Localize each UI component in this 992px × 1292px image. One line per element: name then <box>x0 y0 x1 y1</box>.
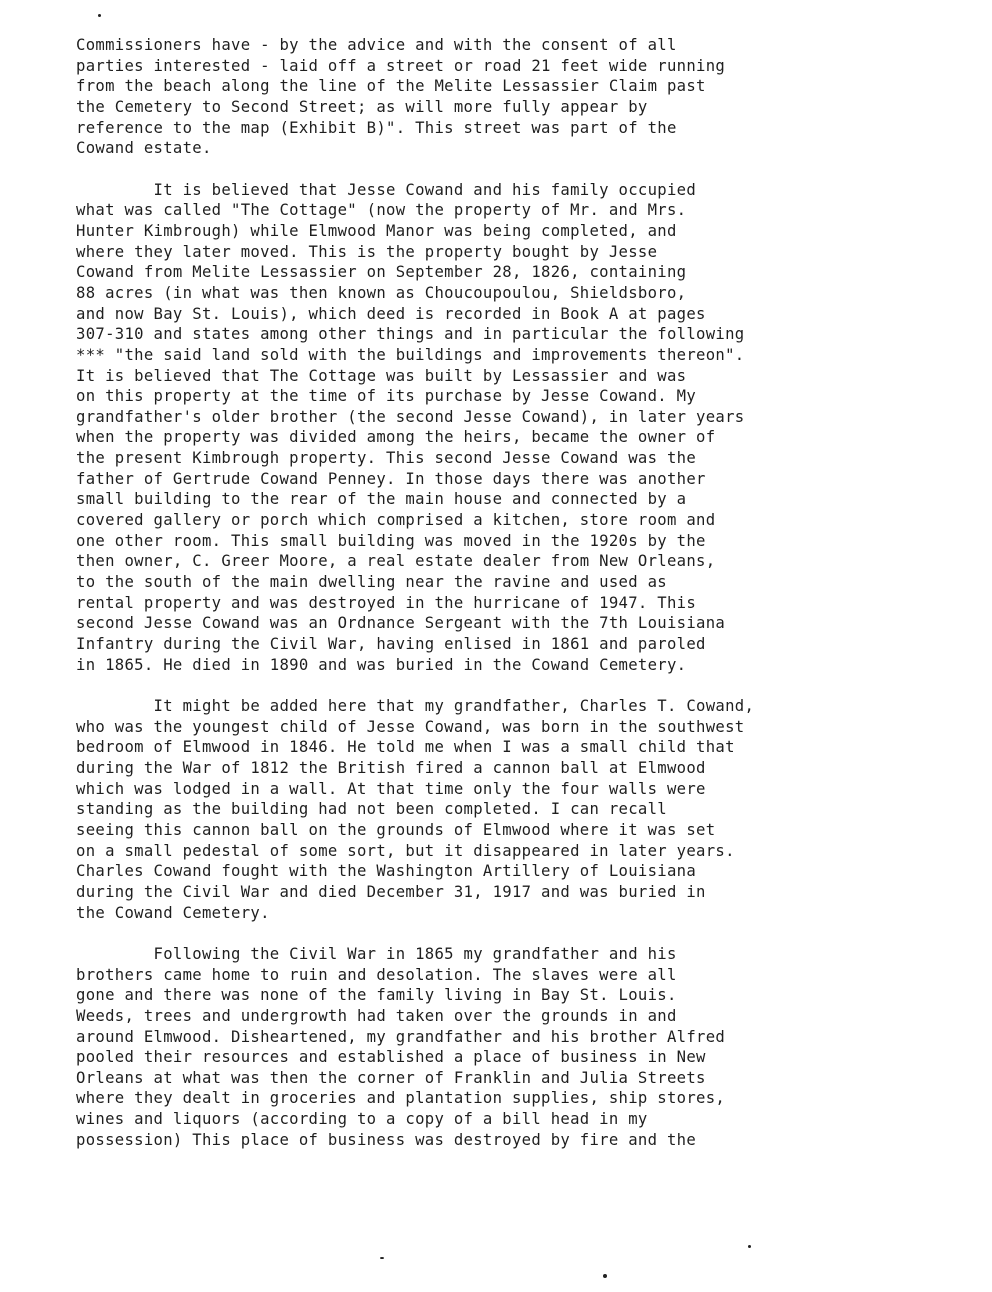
text-line: second Jesse Cowand was an Ordnance Sergeant with the 7th Louisiana <box>76 614 726 633</box>
text-line: seeing this cannon ball on the grounds of Elmwood where it was set <box>76 820 716 839</box>
text-line: bedroom of Elmwood in 1846. He told me when I was a small child that <box>76 738 735 757</box>
text-line: possession) This place of business was destroyed by fire and the <box>76 1130 697 1149</box>
text-line: pooled their resources and established a place of business in New <box>76 1048 706 1067</box>
ink-speck <box>380 1257 384 1259</box>
text-line: where they later moved. This is the property bought by Jesse <box>76 242 658 261</box>
text-line: and now Bay St. Louis), which deed is recorded in Book A at pages <box>76 304 706 323</box>
text-line: what was called "The Cottage" (now the property of Mr. and Mrs. <box>76 201 687 220</box>
text-line: Weeds, trees and undergrowth had taken over the grounds in and <box>76 1006 677 1025</box>
text-line: when the property was divided among the heirs, became the owner of <box>76 428 716 447</box>
text-line: Infantry during the Civil War, having enlised in 1861 and paroled <box>76 635 706 654</box>
text-line: from the beach along the line of the Melite Lessassier Claim past <box>76 77 706 96</box>
text-line: wines and liquors (according to a copy of a bill head in my <box>76 1110 648 1129</box>
text-line: then owner, C. Greer Moore, a real estate dealer from New Orleans, <box>76 552 716 571</box>
text-line: parties interested - laid off a street or road 21 feet wide running <box>76 56 726 75</box>
ink-speck <box>603 1274 607 1278</box>
text-line: during the War of 1812 the British fired a cannon ball at Elmwood <box>76 758 706 777</box>
text-line: gone and there was none of the family living in Bay St. Louis. <box>76 986 677 1005</box>
typed-document-text <box>76 35 976 1150</box>
text-line: which was lodged in a wall. At that time only the four walls were <box>76 779 706 798</box>
text-line: 307-310 and states among other things and in particular the following <box>76 325 745 344</box>
text-line: who was the youngest child of Jesse Cowand, was born in the southwest <box>76 717 745 736</box>
text-line: the Cemetery to Second Street; as will more fully appear by <box>76 97 648 116</box>
text-line: *** "the said land sold with the buildings and improvements thereon". <box>76 345 745 364</box>
text-line: Following the Civil War in 1865 my grandfather and his <box>76 944 677 963</box>
text-line: one other room. This small building was moved in the 1920s by the <box>76 531 706 550</box>
text-line: the present Kimbrough property. This second Jesse Cowand was the <box>76 449 697 468</box>
ink-speck <box>748 1245 751 1248</box>
text-line: standing as the building had not been completed. I can recall <box>76 800 667 819</box>
text-line: Hunter Kimbrough) while Elmwood Manor was being completed, and <box>76 221 677 240</box>
text-line: on a small pedestal of some sort, but it disappeared in later years. <box>76 841 735 860</box>
text-line: grandfather's older brother (the second Jesse Cowand), in later years <box>76 407 745 426</box>
text-line: 88 acres (in what was then known as Choucoupoulou, Shieldsboro, <box>76 283 687 302</box>
text-line: father of Gertrude Cowand Penney. In those days there was another <box>76 469 706 488</box>
text-line: in 1865. He died in 1890 and was buried in the Cowand Cemetery. <box>76 655 687 674</box>
text-line: on this property at the time of its purchase by Jesse Cowand. My <box>76 387 697 406</box>
text-line: during the Civil War and died December 31, 1917 and was buried in <box>76 882 706 901</box>
text-line: where they dealt in groceries and plantation supplies, ship stores, <box>76 1089 726 1108</box>
text-line: Commissioners have - by the advice and with the consent of all <box>76 36 677 54</box>
ink-speck <box>98 14 101 17</box>
text-line: Orleans at what was then the corner of Franklin and Julia Streets <box>76 1068 706 1087</box>
text-line: Cowand estate. <box>76 139 212 158</box>
text-line: Cowand from Melite Lessassier on September 28, 1826, containing <box>76 263 687 282</box>
text-line: to the south of the main dwelling near the ravine and used as <box>76 573 667 592</box>
text-line: rental property and was destroyed in the hurricane of 1947. This <box>76 593 697 612</box>
text-line: small building to the rear of the main house and connected by a <box>76 490 687 509</box>
text-line: around Elmwood. Disheartened, my grandfather and his brother Alfred <box>76 1027 726 1046</box>
text-line: Charles Cowand fought with the Washington Artillery of Louisiana <box>76 862 697 881</box>
text-line: It might be added here that my grandfather, Charles T. Cowand, <box>76 697 755 715</box>
text-line: covered gallery or porch which comprised a kitchen, store room and <box>76 511 716 530</box>
text-line: reference to the map (Exhibit B)". This street was part of the <box>76 118 677 137</box>
text-line: It is believed that Jesse Cowand and his family occupied <box>76 180 697 199</box>
text-line: the Cowand Cemetery. <box>76 903 270 922</box>
text-line: brothers came home to ruin and desolation. The slaves were all <box>76 965 677 984</box>
text-line: It is believed that The Cottage was built by Lessassier and was <box>76 366 687 385</box>
